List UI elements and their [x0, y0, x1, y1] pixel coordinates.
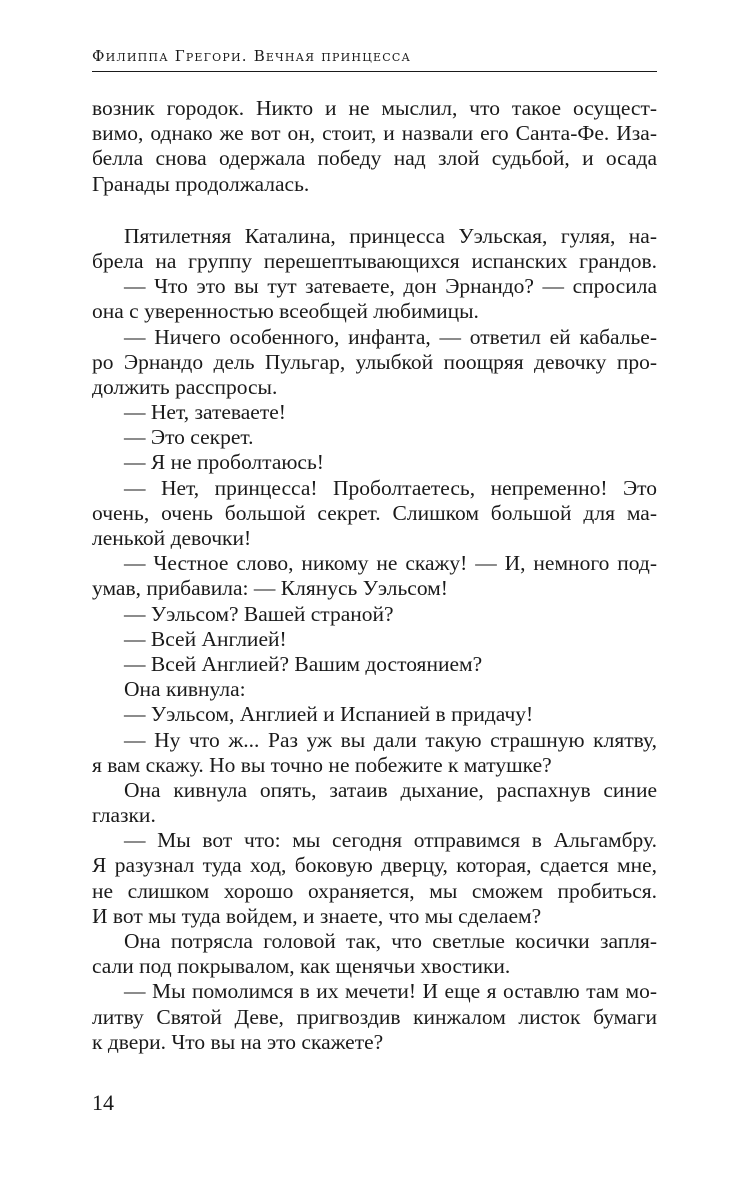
text-line: вимо, однако же вот он, стоит, и назвали его Санта-Фе. Иза-	[92, 121, 657, 146]
text-line: Она потрясла головой так, что светлые косички запля-	[124, 929, 657, 953]
text-line: Я разузнал туда ход, боковую дверцу, которая, сдается мне,	[92, 853, 657, 878]
text-line: очень, очень большой секрет. Слишком большой для ма-	[92, 500, 657, 525]
text-line: — Мы помолимся в их мечети! И еще я оставлю там мо-	[124, 979, 657, 1004]
text-line: — Ну что ж... Раз уж вы дали такую страшную клятву,	[124, 727, 657, 752]
text-line: — Уэльсом, Англией и Испанией в придачу!	[124, 702, 534, 727]
text-line: возник городок. Никто и не мыслил, что такое осущест-	[92, 96, 657, 120]
text-line: умав, прибавила: — Клянусь Уэльсом!	[92, 576, 448, 601]
text-line: — Мы вот что: мы сегодня отправимся в Альгамбру.	[124, 828, 657, 853]
text-line: Она кивнула:	[124, 677, 246, 702]
text-line: я вам скажу. Но вы точно не побежите к матушке?	[92, 752, 552, 777]
text-line: Она кивнула опять, затаив дыхание, распахнув синие	[124, 777, 657, 802]
text-line: ленькой девочки!	[92, 526, 252, 550]
text-line: — Всей Англией? Вашим достоянием?	[124, 651, 483, 676]
text-line: она с уверенностью всеобщей любимицы.	[92, 299, 479, 324]
text-line: — Это секрет.	[124, 425, 254, 450]
text-line: брела на группу перешептывающихся испанских грандов.	[92, 248, 657, 273]
text-line: литву Святой Деве, пригвоздив кинжалом листок бумаги	[92, 1004, 657, 1029]
text-line: — Уэльсом? Вашей страной?	[124, 601, 394, 626]
text-line: глазки.	[92, 803, 156, 828]
text-line: Гранады продолжалась.	[92, 171, 310, 196]
text-line: — Ничего особенного, инфанта, — ответил ей кабалье-	[124, 324, 657, 349]
text-line: — Всей Англией!	[124, 626, 287, 651]
text-line: ро Эрнандо дель Пульгар, улыбкой поощряя девочку про-	[92, 349, 657, 374]
running-head: Филиппа Грегори. Вечная принцесса	[92, 47, 411, 65]
text-line: — Я не проболтаюсь!	[124, 450, 324, 475]
text-line: И вот мы туда войдем, и знаете, что мы сделаем?	[92, 903, 542, 928]
text-line: должить расспросы.	[92, 374, 278, 399]
text-line: — Нет, затеваете!	[124, 400, 286, 425]
text-line: — Честное слово, никому не скажу! — И, немного под-	[124, 551, 657, 576]
header-rule	[92, 71, 657, 72]
text-line: Пятилетняя Каталина, принцесса Уэльская, гуляя, на-	[124, 223, 657, 248]
body-text	[92, 96, 657, 1055]
text-line: не слишком хорошо охраняется, мы сможем пробиться.	[92, 878, 657, 903]
text-line: — Что это вы тут затеваете, дон Эрнандо? — спросила	[124, 274, 657, 299]
section-break	[92, 197, 657, 224]
text-line: белла снова одержала победу над злой судьбой, и осада	[92, 146, 657, 171]
text-line: сали под покрывалом, как щенячьи хвостики.	[92, 954, 511, 979]
page-number: 14	[92, 1090, 114, 1115]
text-line: к двери. Что вы на это скажете?	[92, 1029, 384, 1054]
text-line: — Нет, принцесса! Проболтаетесь, непременно! Это	[124, 475, 657, 500]
